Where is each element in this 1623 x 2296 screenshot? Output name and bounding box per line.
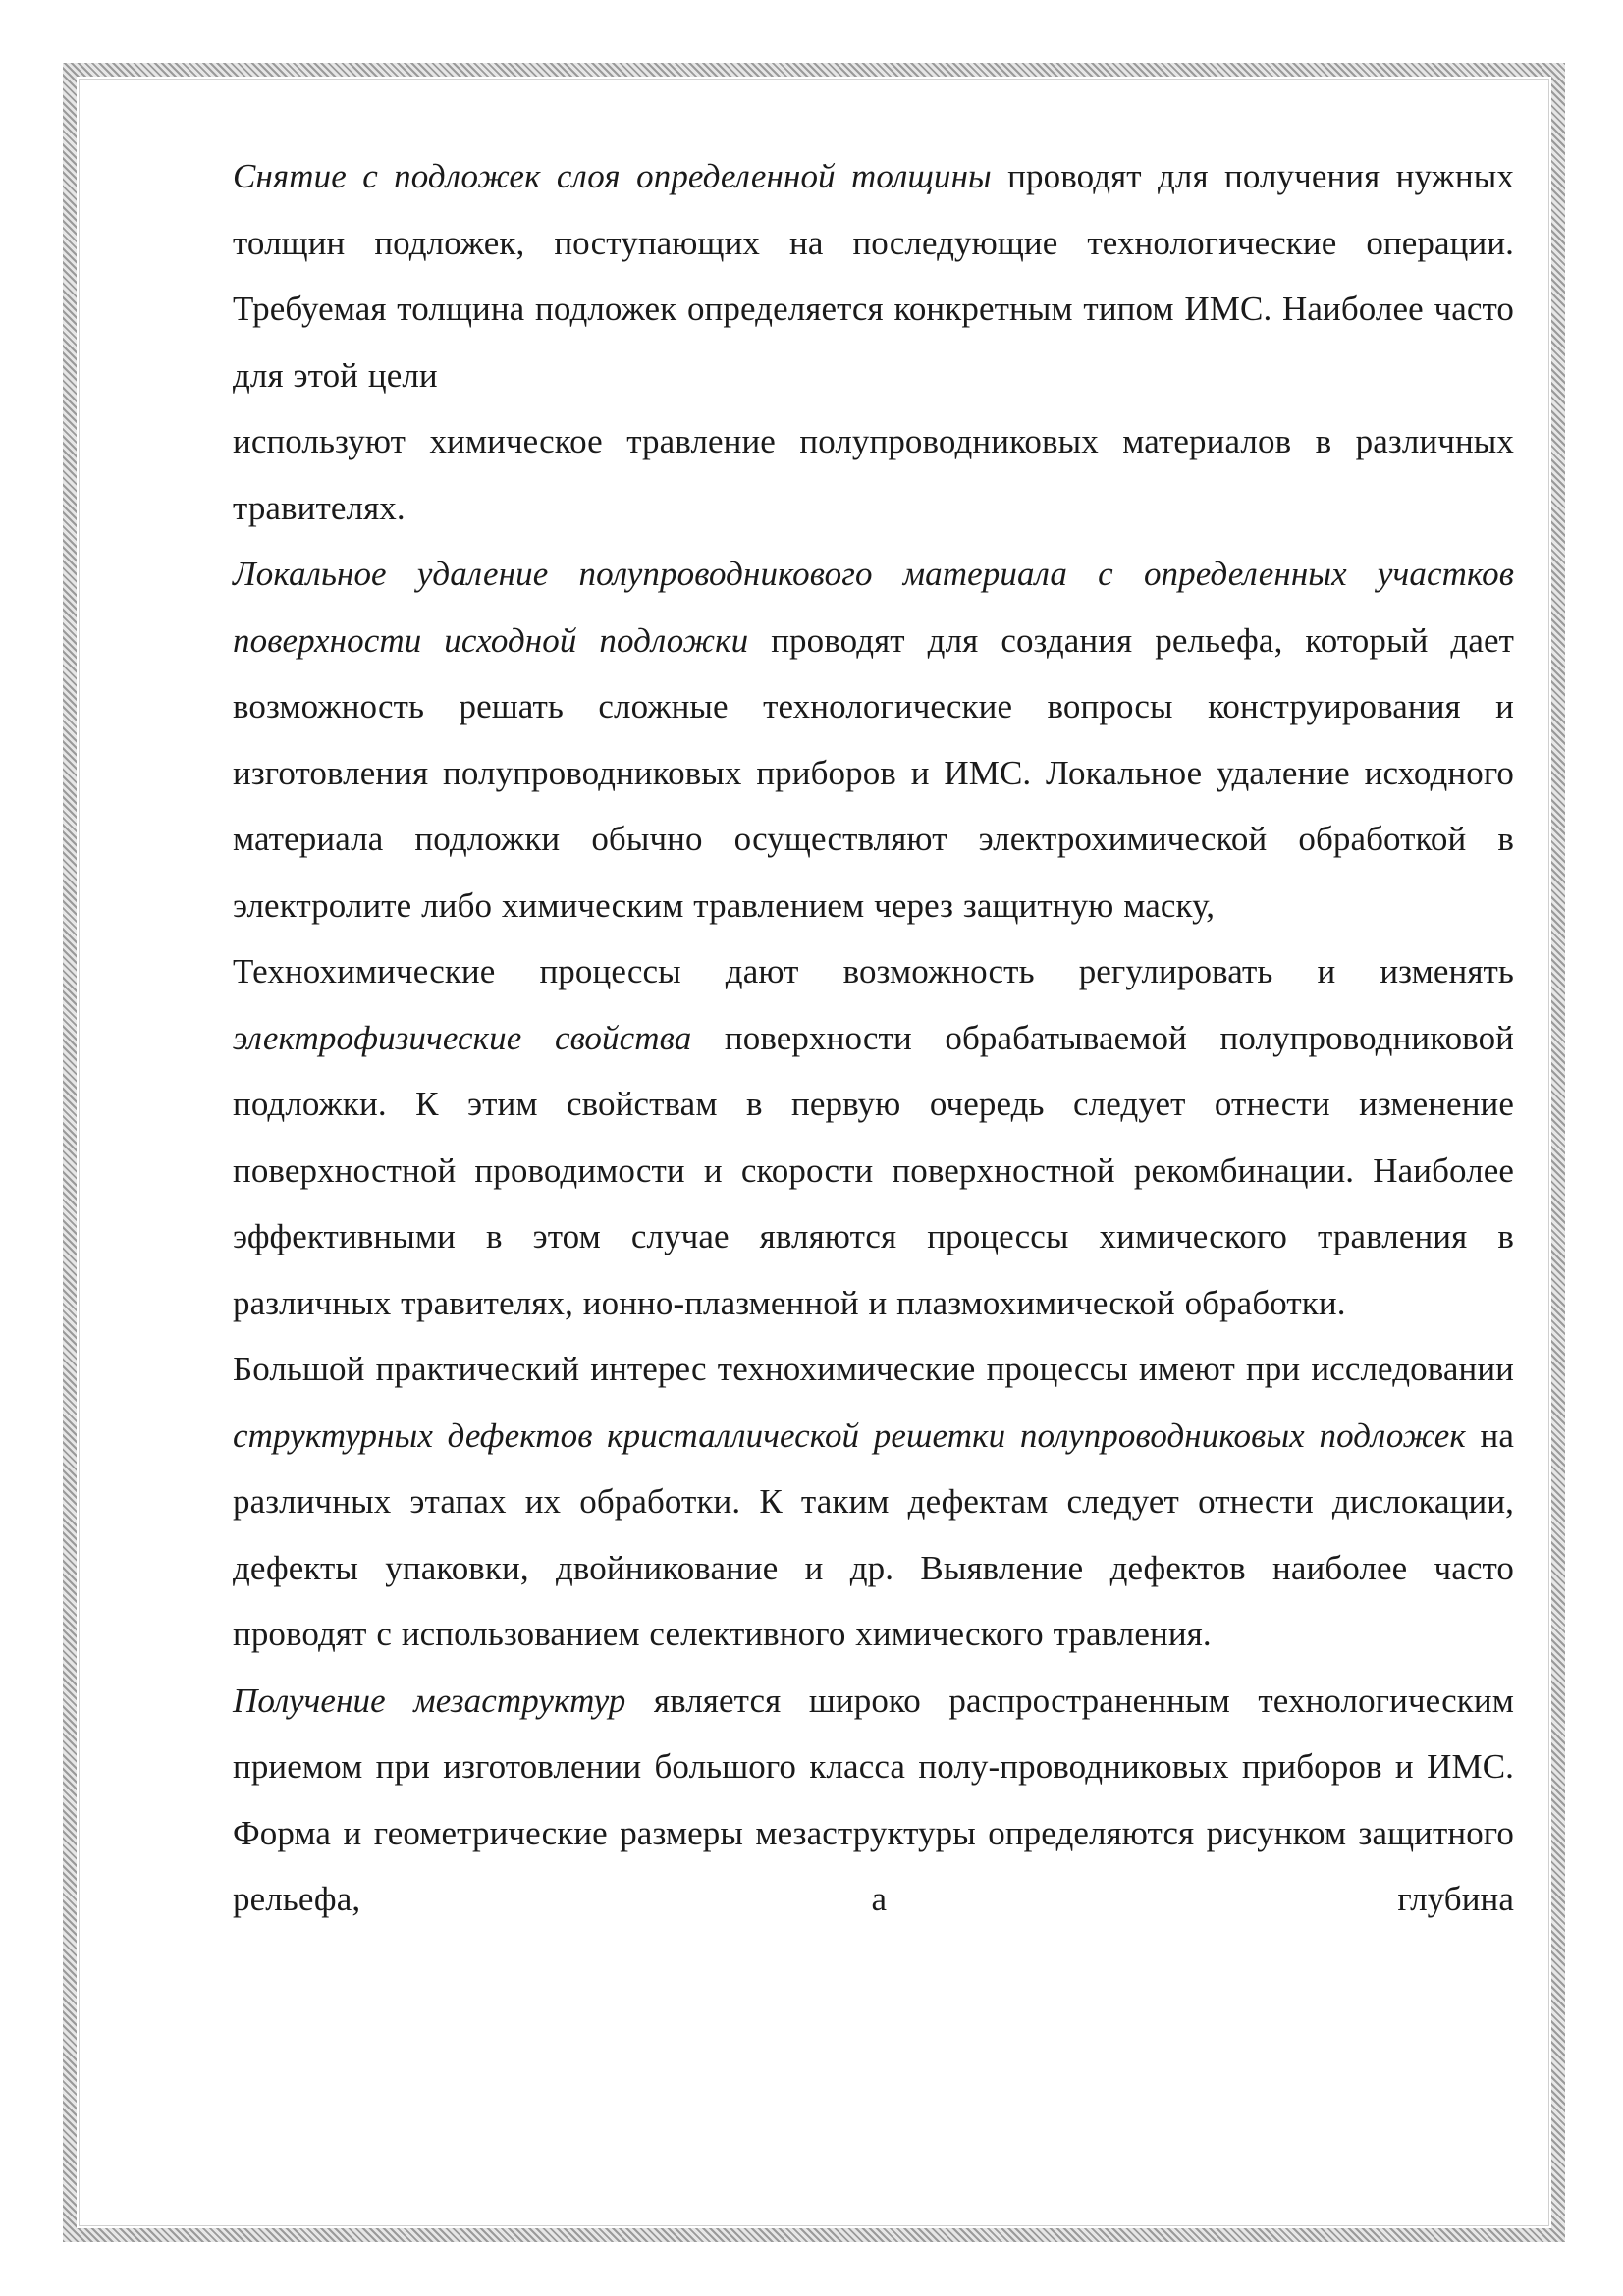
paragraph-text: на различных этапах их обработки. К таким дефектам следует отнести дислокации, дефекты упаковки, двойникование и др. Выявление дефектов наиболее часто проводят с использованием селективного химического травления.	[233, 1415, 1514, 1653]
paragraph-local-removal	[233, 541, 1514, 938]
paragraph-text: поверхности обрабатываемой полупроводниковой подложки. К этим свойствам в первую очередь следует отнести изменение поверхностной проводимости и скорости поверхностной рекомбинации. Наиболее эффективными в этом случае являются процессы химического травления в различных травителях, ионно-плазменной и плазмохимической обработки.	[233, 1018, 1514, 1322]
paragraph-text: проводят для создания рельефа, который дает возможность решать сложные технологические вопросы конструирования и изготовления полупроводниковых приборов и ИМС. Локальное удаление исходного материала подложки обычно осуществляют электрохимической обработкой в электролите либо химическим травлением через защитную маску,	[233, 620, 1514, 925]
paragraph-text-before: Технохимические процессы дают возможность регулировать и изменять	[233, 952, 1514, 990]
term-italic: электрофизические свойства	[233, 1018, 692, 1057]
term-italic: Снятие с подложек слоя определенной толщины	[233, 157, 992, 195]
paragraph-defects	[233, 1336, 1514, 1668]
term-italic: Получение мезаструктур	[233, 1681, 626, 1720]
paragraph-text: используют химическое травление полупроводниковых материалов в различных травителях.	[233, 422, 1514, 527]
paragraph-thinning	[233, 143, 1514, 408]
paragraph-text-before: Большой практический интерес технохимические процессы имеют при исследовании	[233, 1350, 1514, 1388]
term-italic: Локальное удаление полупроводникового материала с определенных участков поверхности исходной подложки	[233, 555, 1514, 660]
paragraph-text: проводят для получения нужных толщин подложек, поступающих на последующие технологические операции. Требуемая толщина подложек определяется конкретным типом ИМС. Наиболее часто для этой цели	[233, 157, 1514, 395]
paragraph-thinning-continued	[233, 408, 1514, 541]
paragraph-text: является широко распространенным технологическим приемом при изготовлении большого класса полу-проводниковых приборов и ИМС. Форма и геометрические размеры мезаструктуры определяются рисунком защитного рельефа, а глубина	[233, 1681, 1514, 1918]
document-body	[233, 143, 1514, 1933]
paragraph-electrophysical	[233, 938, 1514, 1336]
term-italic: структурных дефектов кристаллической решетки полупроводниковых подложек	[233, 1415, 1466, 1455]
paragraph-mesa	[233, 1668, 1514, 1933]
